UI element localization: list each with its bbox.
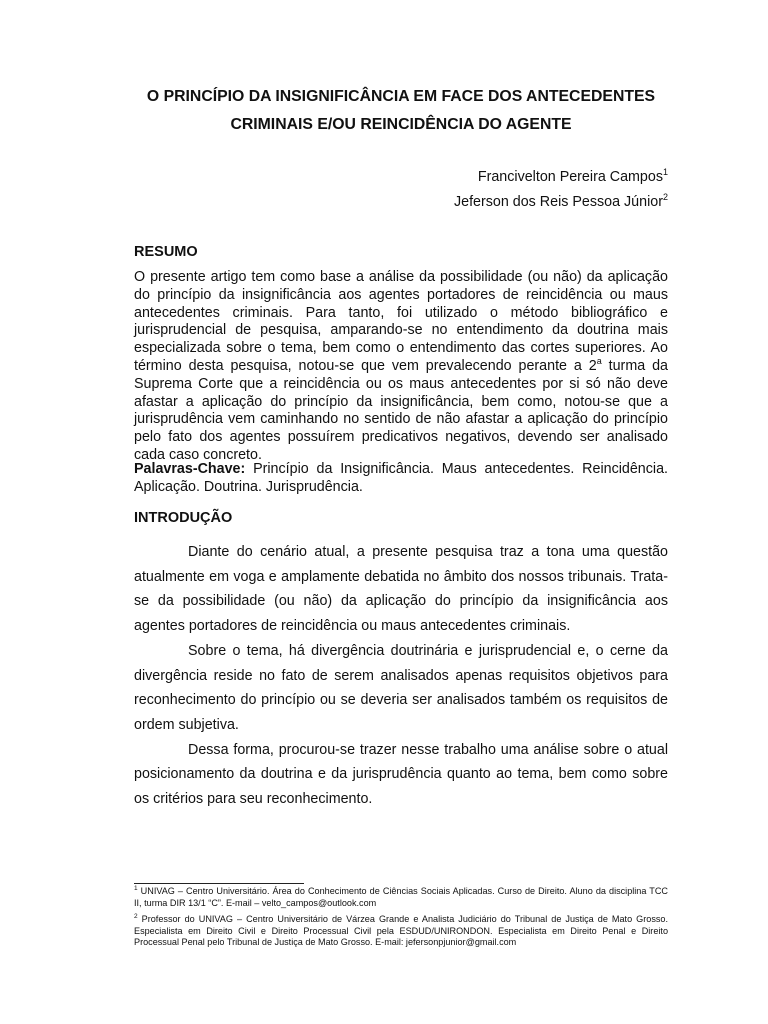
author-list — [454, 165, 668, 215]
author-2 — [454, 190, 668, 215]
intro-heading: INTRODUÇÃO — [134, 510, 233, 526]
footnote-1 — [134, 886, 668, 909]
footnote-ref: 2 — [662, 192, 668, 203]
author-name: Jeferson dos Reis Pessoa Júnior — [453, 194, 663, 210]
footnotes — [134, 886, 668, 954]
title-line-2: CRIMINAIS E/OU REINCIDÊNCIA DO AGENTE — [230, 116, 572, 133]
resumo-heading: RESUMO — [134, 244, 198, 260]
abstract-part-1: O presente artigo tem como base a análise da possibilidade (ou não) da aplicação do princípio da insignificância aos agentes portadores de reincidência ou maus antecedentes criminais. Para tanto, foi utilizado o método bibliográfico e jurisprudencial de pesquisa, amparando-se no entendimento da doutrina mais especializada sobre o tema, bem como o entendimento das cortes superiores. Ao término desta pesquisa, notou-se que vem prevalecendo perante a 2 — [134, 269, 668, 374]
author-1 — [454, 165, 668, 190]
abstract-part-2: turma da Suprema Corte que a reincidência ou os maus antecedentes por si só não deve afastar a aplicação do princípio da insignificância, bem como, notou-se que a jurisprudência vem caminhando no sentido de não afastar a aplicação do princípio pelo fato dos agentes possuírem predicativos negativos, devendo ser analisado cada caso concreto. — [134, 357, 668, 463]
abstract-text — [134, 269, 668, 465]
footnote-divider — [134, 883, 304, 884]
footnote-text: UNIVAG – Centro Universitário. Área do Conhecimento de Ciências Sociais Aplicadas. Curso de Direito. Aluno da disciplina TCC II, turma DIR 13/1 “C”. E-mail – velto_campos@outlook.com — [134, 886, 668, 908]
paper-title — [134, 83, 668, 139]
footnote-2 — [134, 914, 668, 949]
keywords-text: Princípio da Insignificância. Maus antecedentes. Reincidência. Aplicação. Doutrina. Jurisprudência. — [134, 461, 668, 495]
intro-paragraph-3: Dessa forma, procurou-se trazer nesse trabalho uma análise sobre o atual posicionamento da doutrina e da jurisprudência quanto ao tema, bem como sobre os critérios para seu reconhecimento. — [134, 741, 668, 808]
keywords-label: Palavras-Chave: — [134, 461, 246, 477]
ordinal-superscript: a — [596, 356, 602, 367]
footnote-text: Professor do UNIVAG – Centro Universitário de Várzea Grande e Analista Judiciário do Tribunal de Justiça de Mato Grosso. Especialista em Direito Civil e Direito Processual Civil pela ESDUD/UNIRONDON. Especialista em Direito Penal e Direito Processual Penal pelo Tribunal de Justiça de Mato Grosso. E-mail: jefersonpjunior@gmail.com — [134, 914, 668, 948]
intro-paragraph-2: Sobre o tema, há divergência doutrinária e jurisprudencial e, o cerne da divergência reside no fato de serem analisados apenas requisitos objetivos para reconhecimento do princípio ou se deveria ser analisados também os requisitos de ordem subjetiva. — [134, 642, 668, 733]
title-line-1: O PRINCÍPIO DA INSIGNIFICÂNCIA EM FACE DOS ANTECEDENTES — [146, 88, 656, 105]
intro-paragraph-1: Diante do cenário atual, a presente pesquisa traz a tona uma questão atualmente em voga e amplamente debatida no âmbito dos nossos tribunais. Trata-se da possibilidade (ou não) da aplicação do princípio da insignificância aos agentes portadores de reincidência ou maus antecedentes criminais. — [134, 544, 668, 635]
footnote-number: 1 — [134, 884, 138, 892]
footnote-number: 2 — [134, 913, 138, 921]
intro-body — [134, 540, 668, 812]
footnote-ref: 1 — [662, 167, 668, 178]
keywords — [134, 460, 668, 496]
author-name: Francivelton Pereira Campos — [477, 169, 663, 185]
